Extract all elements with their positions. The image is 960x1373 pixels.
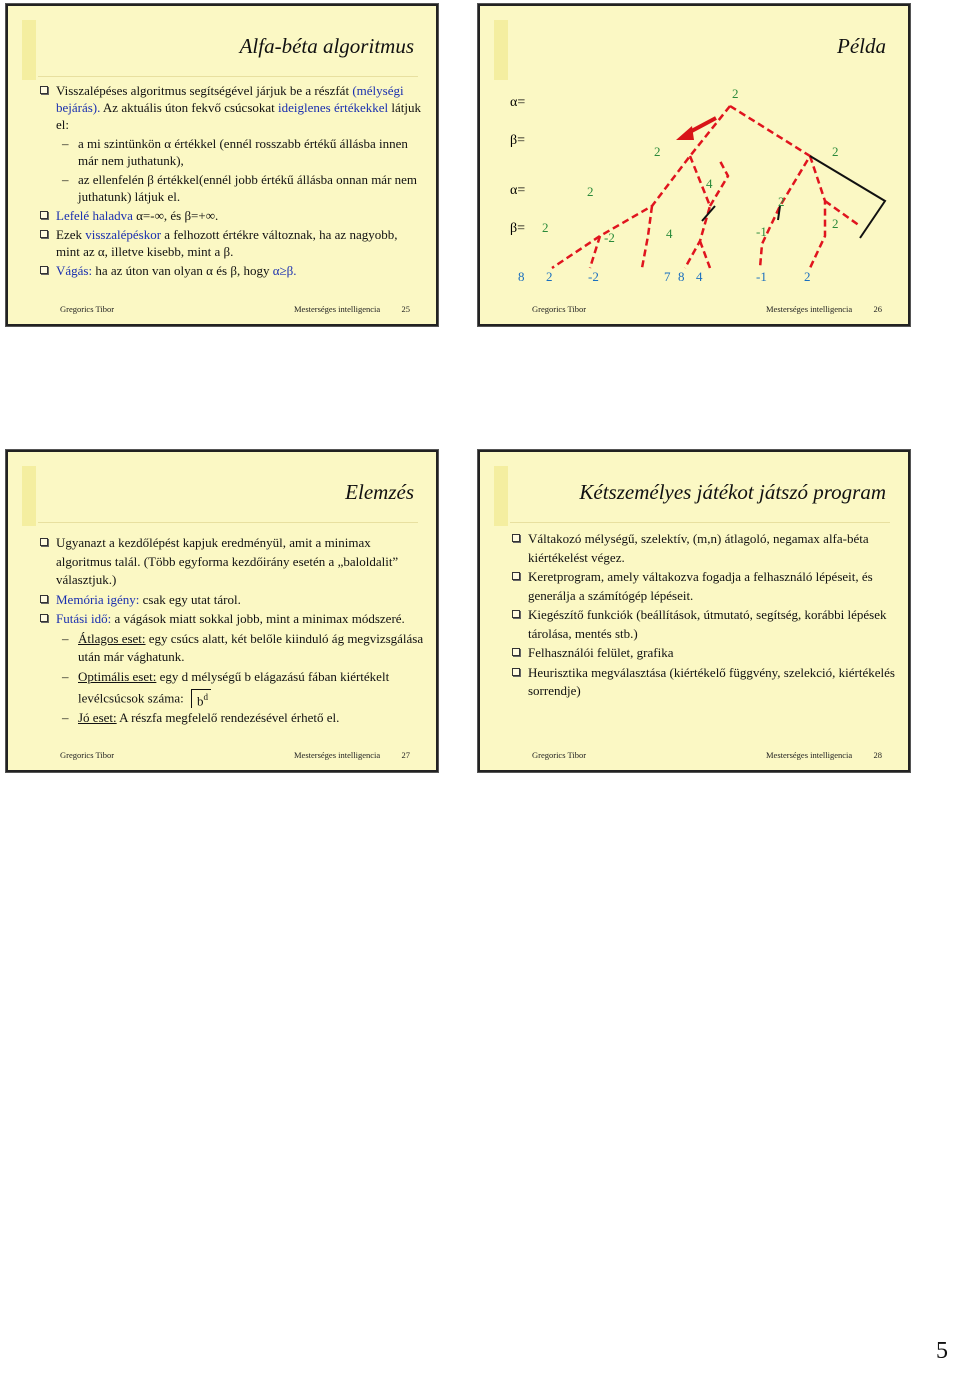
beta-label: β= [510, 221, 526, 236]
tree-edge [700, 241, 710, 268]
alpha-label: α= [510, 183, 526, 198]
node-value: -1 [756, 224, 767, 239]
alpha-beta-tree-diagram [480, 6, 908, 306]
tree-edge [642, 206, 652, 268]
list-item: Ezek visszalépéskor a felhozott értékre változnak, ha az nagyobb, mint az α, illetve kisebb, mint a β. [22, 226, 424, 260]
slide-decor-stripe [494, 466, 508, 526]
node-value: 2 [654, 144, 661, 159]
sub-list-item: – az ellenfelén β értékkel(ennél jobb értékű állásba onnan már nem juthatunk) látjuk el. [62, 172, 418, 204]
leaf-value: -1 [756, 269, 767, 284]
checkbox-bullet-icon [512, 572, 520, 580]
checkbox-bullet-icon [512, 534, 520, 542]
tree-edge [810, 156, 825, 268]
slide-footer: Gregorics Tibor Mesterséges intelligencia 28 [532, 750, 882, 760]
formula-b-to-d: $b^d$ [191, 689, 211, 708]
checkbox-bullet-icon [512, 648, 520, 656]
node-value: 2 [587, 184, 594, 199]
tree-edge [730, 106, 810, 268]
checkbox-bullet-icon [40, 230, 48, 238]
node-value: 2 [832, 216, 839, 231]
title-divider [38, 522, 418, 523]
checkbox-bullet-icon [40, 595, 48, 603]
dash-bullet-icon: – [62, 136, 69, 151]
slide-decor-stripe [22, 20, 36, 80]
dash-bullet-icon: – [62, 668, 69, 684]
node-value: 2 [542, 220, 549, 235]
list-item: Heurisztika megválasztása (kiértékelő függvény, szelekció, kiértékelés sorrendje) [494, 664, 896, 701]
node-value: 4 [666, 226, 673, 241]
list-item: Vágás: ha az úton van olyan α és β, hogy α≥β. [22, 262, 424, 279]
slide-25 [6, 4, 438, 326]
checkbox-bullet-icon [512, 668, 520, 676]
node-value: 4 [706, 176, 713, 191]
checkbox-bullet-icon [40, 614, 48, 622]
sub-list-item: – Átlagos eset: egy csúcs alatt, két belőle kiinduló ág megvizsgálása után már vághatunk. [62, 630, 424, 664]
sub-list-item: – a mi szintünkön α értékkel (ennél rosszabb értékű állásba innen már nem juthatunk), [62, 136, 408, 168]
leaf-value: 4 [696, 269, 703, 284]
leaf-value: 2 [546, 269, 553, 284]
list-item: Visszalépéses algoritmus segítségével járjuk be a részfát (mélységi bejárás). Az aktuális úton fekvő csúcsokat ideiglenes értékekkel látjuk el: [22, 82, 424, 133]
slide-26 [478, 4, 910, 326]
leaf-value: -2 [588, 269, 599, 284]
page-number: 5 [936, 1338, 948, 1364]
leaf-value: 8 [678, 269, 685, 284]
slide-footer: Gregorics Tibor Mesterséges intelligencia 27 [60, 750, 410, 760]
sub-list-item: – Jó eset: A részfa megfelelő rendezésével érhető el. [22, 709, 424, 728]
slide-title: Elemzés [345, 480, 414, 504]
title-divider [38, 76, 418, 77]
checkbox-bullet-icon [512, 610, 520, 618]
slide-title: Alfa-béta algoritmus [239, 34, 414, 58]
dash-bullet-icon: – [62, 172, 69, 187]
slide-title: Példa [837, 34, 886, 58]
title-divider [510, 522, 890, 523]
list-item: Memória igény: csak egy utat tárol. [22, 591, 424, 610]
list-item: Lefelé haladva α=-∞, és β=+∞. [22, 207, 424, 224]
checkbox-bullet-icon [40, 538, 48, 546]
tree-edge [685, 156, 710, 268]
dash-bullet-icon: – [62, 709, 69, 725]
node-value: -2 [604, 230, 615, 245]
tree-edge [825, 201, 860, 226]
node-value: 2 [832, 144, 839, 159]
leaf-value: 8 [518, 269, 525, 284]
list-item: Keretprogram, amely váltakozva fogadja a felhasználó lépéseit, és generálja a számítógép lépéseit. [494, 568, 896, 605]
list-item: Váltakozó mélységű, szelektív, (m,n) átlagoló, negamax alfa-béta kiértékelést végez. [494, 530, 896, 567]
tree-edge [810, 156, 885, 238]
slide-body [22, 534, 424, 728]
node-value: 2 [732, 86, 739, 101]
alpha-label: α= [510, 95, 526, 110]
list-item: Futási idő: a vágások miatt sokkal jobb, mint a minimax módszeré. [22, 610, 424, 629]
checkbox-bullet-icon [40, 211, 48, 219]
pruned-edges [702, 156, 885, 238]
slide-27 [6, 450, 438, 772]
slide-footer: Gregorics Tibor Mesterséges intelligencia 25 [60, 304, 410, 314]
checkbox-bullet-icon [40, 86, 48, 94]
leaf-value: 7 [664, 269, 671, 284]
leaf-value: 2 [804, 269, 811, 284]
slide-footer: Gregorics Tibor Mesterséges intelligencia 26 [532, 304, 882, 314]
list-item: Ugyanazt a kezdőlépést kapjuk eredményül, amit a minimax algoritmus talál. (Több egyforma kezdőirány esetén a „baloldalit” választjuk.) [22, 534, 424, 590]
slide-decor-stripe [22, 466, 36, 526]
slide-title: Kétszemélyes játékot játszó program [579, 480, 886, 504]
slide-body [494, 530, 896, 702]
list-item: Felhasználói felület, grafika [494, 644, 896, 663]
node-value: 2 [778, 194, 785, 209]
checkbox-bullet-icon [40, 266, 48, 274]
beta-label: β= [510, 133, 526, 148]
traversal-arrow-icon [676, 118, 716, 140]
list-item: Kiegészítő funkciók (beállítások, útmutató, segítség, korábbi lépések tárolása, mentés stb.) [494, 606, 896, 643]
slide-body [22, 82, 424, 281]
slide-28 [478, 450, 910, 772]
sub-list-item: – Optimális eset: egy d mélységű b elágazású fában kiértékelt levélcsúcsok száma: $b^d$ [62, 668, 390, 709]
tree-edge [710, 161, 728, 206]
dash-bullet-icon: – [62, 630, 69, 646]
